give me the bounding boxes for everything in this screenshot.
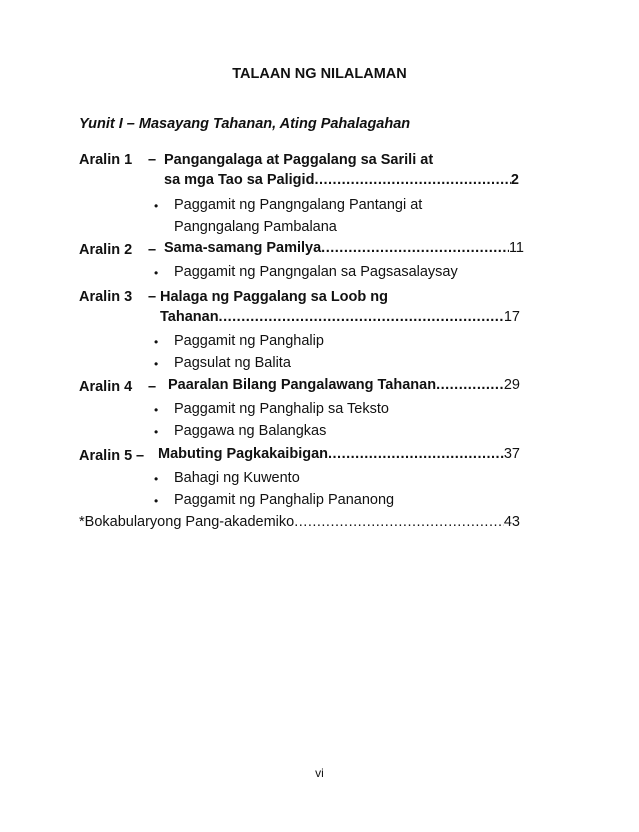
page-ref: 37 xyxy=(503,446,520,462)
lesson-number: Aralin 5 xyxy=(79,448,133,464)
lesson-title-cont: sa mga Tao sa Paligid xyxy=(164,172,315,188)
toc-title: TALAAN NG NILALAMAN xyxy=(232,66,407,82)
leader-dots xyxy=(219,309,504,325)
lesson-title-cont: Tahanan xyxy=(160,309,219,325)
lesson-title: Paaralan Bilang Pangalawang Tahanan xyxy=(168,377,437,393)
page-ref: 11 xyxy=(508,240,524,256)
bullet-dot: • xyxy=(154,403,159,417)
lesson-number: Aralin 2 xyxy=(79,242,133,258)
page-number: vi xyxy=(315,766,324,780)
lesson-dash: – xyxy=(148,242,157,258)
lesson-dash: – xyxy=(148,152,157,168)
bullet-text: Paggamit ng Panghalip sa Teksto xyxy=(174,401,389,417)
lesson-title-leader xyxy=(164,172,519,188)
bullet-dot: • xyxy=(154,494,159,508)
glossary-entry xyxy=(79,514,520,530)
leader-dots xyxy=(294,514,504,530)
page-ref: 29 xyxy=(503,377,520,393)
lesson-title-leader xyxy=(164,240,524,256)
page-ref: 17 xyxy=(503,309,520,325)
bullet-text: Paggamit ng Panghalip Pananong xyxy=(174,492,395,508)
lesson-title: Halaga ng Paggalang sa Loob ng xyxy=(160,289,388,305)
leader-dots xyxy=(328,446,504,462)
bullet-text: Paggamit ng Panghalip xyxy=(174,333,324,349)
bullet-dot: • xyxy=(154,357,159,371)
lesson-title-leader xyxy=(158,446,520,462)
glossary-label: *Bokabularyong Pang-akademiko xyxy=(79,514,295,530)
lesson-title: Mabuting Pagkakaibigan xyxy=(158,446,328,462)
lesson-dash: – xyxy=(136,448,145,464)
unit-title: Yunit I – Masayang Tahanan, Ating Pahalagahan xyxy=(79,116,411,132)
bullet-dot: • xyxy=(154,472,159,486)
bullet-dot: • xyxy=(154,425,159,439)
page-ref: 2 xyxy=(510,172,519,188)
bullet-text: Paggamit ng Pangngalan sa Pagsasalaysay xyxy=(174,264,458,280)
leader-dots xyxy=(436,377,504,393)
bullet-text: Paggamit ng Pangngalang Pantangi at xyxy=(174,197,423,213)
page-ref: 43 xyxy=(503,514,520,530)
lesson-dash: – xyxy=(148,379,157,395)
lesson-dash: – xyxy=(148,289,157,305)
bullet-dot: • xyxy=(154,266,159,280)
bullet-text: Bahagi ng Kuwento xyxy=(174,470,300,486)
leader-dots xyxy=(321,240,509,256)
lesson-number: Aralin 4 xyxy=(79,379,133,395)
bullet-text: Paggawa ng Balangkas xyxy=(174,423,327,439)
lesson-number: Aralin 3 xyxy=(79,289,133,305)
lesson-title: Sama-samang Pamilya xyxy=(164,240,322,256)
bullet-text-cont: Pangngalang Pambalana xyxy=(174,219,337,235)
lesson-number: Aralin 1 xyxy=(79,152,133,168)
bullet-dot: • xyxy=(154,335,159,349)
bullet-text: Pagsulat ng Balita xyxy=(174,355,291,371)
leader-dots xyxy=(314,172,510,188)
bullet-dot: • xyxy=(154,199,159,213)
lesson-title-leader xyxy=(160,309,520,325)
lesson-title: Pangangalaga at Paggalang sa Sarili at xyxy=(164,152,434,168)
lesson-title-leader xyxy=(168,377,520,393)
